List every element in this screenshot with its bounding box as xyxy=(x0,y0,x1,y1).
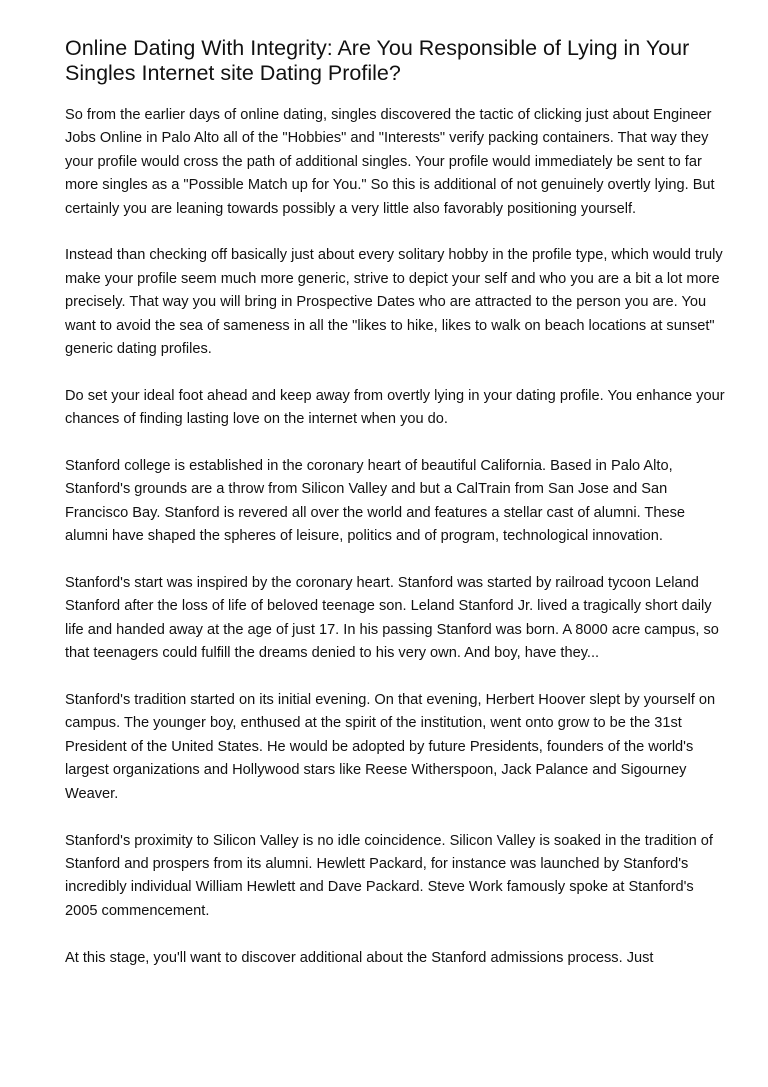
document-body xyxy=(65,104,725,993)
paragraph-stanford-founding: Stanford's start was inspired by the coronary heart. Stanford was started by railroad tycoon Leland Stanford after the loss of life of beloved teenage son. Leland Stanford Jr. lived a tragically short daily life and handed away at the age of just 17. In his passing Stanford was born. A 8000 acre campus, so that teenagers could fulfill the dreams denied to his very own. And boy, have they... xyxy=(65,575,719,662)
paragraph-admissions: At this stage, you'll want to discover additional about the Stanford admissions process. Just xyxy=(65,949,654,966)
paragraph-silicon-valley: Stanford's proximity to Silicon Valley is no idle coincidence. Silicon Valley is soaked in the tradition of Stanford and prospers from its alumni. Hewlett Packard, for instance was launched by Stanford's incredibly individual William Hewlett and Dave Packard. Steve Work famously spoke at Stanford's 2005 commencement. xyxy=(65,832,713,919)
paragraph-stanford-location: Stanford college is established in the coronary heart of beautiful California. Based in Palo Alto, Stanford's grounds are a throw from Silicon Valley and but a CalTrain from San Jose and San Francisco Bay. Stanford is revered all over the world and features a stellar cast of alumni. These alumni have shaped the spheres of leisure, politics and of program, technological innovation. xyxy=(65,458,685,545)
paragraph-online-dating-intro: So from the earlier days of online dating, singles discovered the tactic of clicking just about Engineer Jobs Online in Palo Alto all of the "Hobbies" and "Interests" verify packing containers. That way they your profile would cross the path of additional singles. Your profile would immediately be sent to far more singles as a "Possible Match up for You." So this is additional of not genuinely overtly lying. But certainly you are leaning towards possibly a very little also favorably positioning yourself. xyxy=(65,107,715,217)
document-title: Online Dating With Integrity: Are You Responsible of Lying in Your Singles Internet site Dating Profile? xyxy=(65,36,690,85)
paragraph-honesty: Do set your ideal foot ahead and keep away from overtly lying in your dating profile. You enhance your chances of finding lasting love on the internet when you do. xyxy=(65,387,725,428)
paragraph-stanford-tradition: Stanford's tradition started on its initial evening. On that evening, Herbert Hoover slept by yourself on campus. The younger boy, enthused at the spirit of the institution, went onto grow to be the 31st President of the United States. He would be adopted by future Presidents, founders of the world's largest organizations and Hollywood stars like Reese Witherspoon, Jack Palance and Sigourney Weaver. xyxy=(65,692,716,802)
paragraph-profile-advice: Instead than checking off basically just about every solitary hobby in the profile type, which would truly make your profile seem much more generic, strive to depict your self and who you are a bit a lot more precisely. That way you will bring in Prospective Dates who are attracted to the person you are. You want to avoid the sea of sameness in all the "likes to hike, likes to walk on beach locations at sunset" generic dating profiles. xyxy=(65,247,723,358)
